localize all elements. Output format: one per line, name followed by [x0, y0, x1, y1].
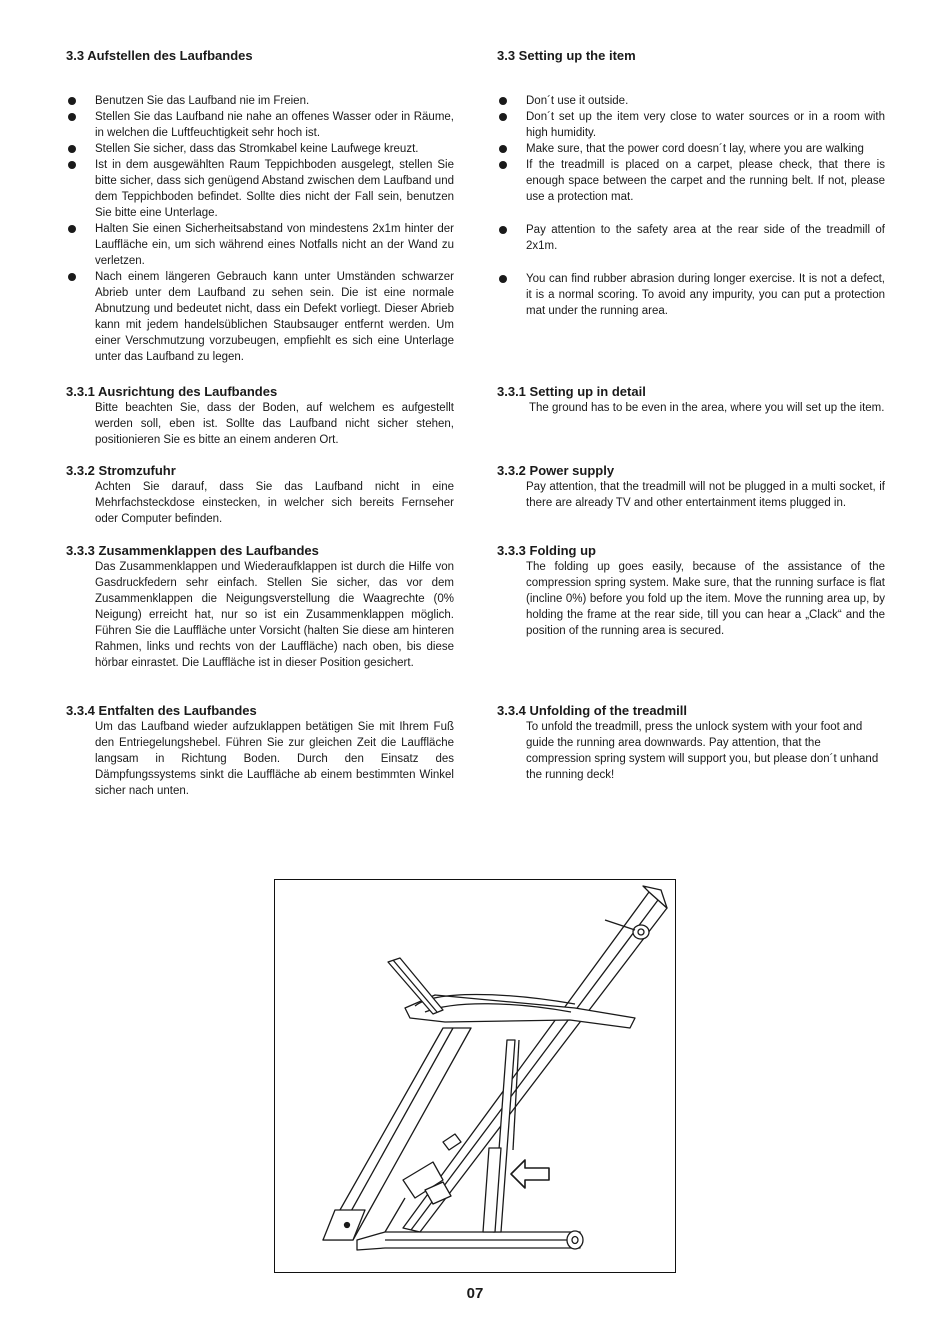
section-title: 3.3.1 Ausrichtung des Laufbandes [66, 384, 278, 399]
page-number: 07 [466, 1285, 484, 1302]
bullet-icon [499, 275, 507, 283]
bullet-icon [68, 145, 76, 153]
section-title: 3.3.4 Entfalten des Laufbandes [66, 703, 257, 718]
bullet-list [497, 93, 885, 319]
section-3-3-2-de [66, 463, 454, 527]
list-item: Halten Sie einen Sicherheitsabstand von mindestens 2x1m hinter der Lauffläche ein, um sich während eines Notfalls nicht an der Wand zu verletzen. [66, 221, 454, 269]
bullet-icon [499, 226, 507, 234]
section-text: The ground has to be even in the area, where you will set up the item. [529, 402, 885, 414]
list-item: If the treadmill is placed on a carpet, please check, that there is enough space between the carpet and the running belt. If not, please use a protection mat. [497, 157, 885, 205]
list-item: Stellen Sie sicher, dass das Stromkabel keine Laufwege kreuzt. [66, 141, 454, 157]
section-text: To unfold the treadmill, press the unlock system with your foot and guide the running area downwards. Pay attention, that the compression spring system will support you, but please don´t unhand the running deck! [526, 721, 879, 781]
section-3-3-1-de [66, 384, 454, 448]
section-title: 3.3.4 Unfolding of the treadmill [497, 703, 687, 718]
section-3-3-1-en [497, 384, 885, 416]
treadmill-folded-icon [275, 880, 674, 1271]
list-item: Nach einem längeren Gebrauch kann unter Umständen schwarzer Abrieb unter dem Laufband zu sehen sein. Die ist eine normale Abnutzung und bedeutet nicht, dass ein Defekt vorliegt. Dieser Abrieb kann mit jedem handelsüblichen Staubsauger entfernt werden. Um einer Verschmutzung vorzubeugen, empfiehlt es sich eine Unterlage unter das Laufband zu legen. [66, 269, 454, 365]
section-text: Bitte beachten Sie, dass der Boden, auf welchem es aufgestellt werden soll, eben ist. Sollte das Laufband nicht sicher stehen, positionieren Sie es bitte an einem anderen Ort. [95, 402, 454, 446]
section-3-3-2-en [497, 463, 885, 511]
bullet-icon [68, 113, 76, 121]
bullet-list [66, 93, 454, 365]
list-item: Ist in dem ausgewählten Raum Teppichboden ausgelegt, stellen Sie bitte sicher, dass sich genügend Abstand zwischen dem Laufband und dem Teppichboden befindet. Sollte dies nicht der Fall sein, benutzen Sie bitte eine Unterlage. [66, 157, 454, 221]
bullet-icon [499, 145, 507, 153]
list-item: Don´t set up the item very close to water sources or in a room with high humidity. [497, 109, 885, 141]
section-text: The folding up goes easily, because of the assistance of the compression spring system. Make sure, that the running surface is flat (incline 0%) before you fold up the item. Move the running area up, by holding the frame at the rear side, till you can hear a „Clack“ and the position of the running area is secured. [526, 561, 885, 637]
section-3-3-3-de [66, 543, 454, 671]
section-3-3-en [497, 48, 885, 319]
list-item: You can find rubber abrasion during longer exercise. It is not a defect, it is a normal scoring. To avoid any impurity, you can put a protection mat under the running area. [497, 271, 885, 319]
section-title: 3.3 Setting up the item [497, 48, 636, 63]
section-title: 3.3.1 Setting up in detail [497, 384, 646, 399]
list-item: Benutzen Sie das Laufband nie im Freien. [66, 93, 454, 109]
bullet-icon [68, 97, 76, 105]
treadmill-illustration [274, 879, 676, 1273]
bullet-icon [499, 161, 507, 169]
list-item: Make sure, that the power cord doesn´t lay, where you are walking [497, 141, 885, 157]
section-title: 3.3.2 Stromzufuhr [66, 463, 176, 478]
section-3-3-4-en [497, 703, 885, 783]
section-text: Achten Sie darauf, dass Sie das Laufband nicht in eine Mehrfachsteckdose einstecken, in welcher sich bereits Fernseher oder Computer befinden. [95, 481, 454, 525]
section-text: Um das Laufband wieder aufzuklappen betätigen Sie mit Ihrem Fuß den Entriegelungshebel. Führen Sie zur gleichen Zeit die Lauffläche langsam in Richtung Boden. Durch den Einsatz des Dämpfungssystems sinkt die Lauffläche ab einem bestimmten Winkel sicher nach unten. [95, 721, 454, 797]
list-item: Pay attention to the safety area at the rear side of the treadmill of 2x1m. [497, 222, 885, 254]
list-item: Stellen Sie das Laufband nie nahe an offenes Wasser oder in Räume, in welchen die Luftfeuchtigkeit sehr hoch ist. [66, 109, 454, 141]
section-title: 3.3.3 Zusammenklappen des Laufbandes [66, 543, 319, 558]
list-item: Don´t use it outside. [497, 93, 885, 109]
section-text: Das Zusammenklappen und Wiederaufklappen ist durch die Hilfe von Gasdruckfedern sehr einfach. Stellen Sie sicher, das vor dem Zusammenklappen die Neigungsverstellung die Waagrechte (0% Neigung) erreicht hat, nur so ist ein Zusammenklappen möglich. Führen Sie die Lauffläche unter Vorsicht (halten Sie diese am hinteren Rahmen, links und rechts von der Lauffläche) nach oben, bis diese hörbar einrastet. Die Lauffläche ist in dieser Position gesichert. [95, 561, 454, 669]
bullet-icon [499, 97, 507, 105]
section-3-3-de [66, 48, 454, 365]
section-title: 3.3.3 Folding up [497, 543, 596, 558]
section-title: 3.3.2 Power supply [497, 463, 615, 478]
bullet-icon [68, 161, 76, 169]
section-3-3-3-en [497, 543, 885, 639]
bullet-icon [68, 225, 76, 233]
section-text: Pay attention, that the treadmill will not be plugged in a multi socket, if there are already TV and other entertainment items plugged in. [526, 481, 885, 509]
section-title: 3.3 Aufstellen des Laufbandes [66, 48, 253, 63]
bullet-icon [68, 273, 76, 281]
bullet-icon [499, 113, 507, 121]
section-3-3-4-de [66, 703, 454, 799]
